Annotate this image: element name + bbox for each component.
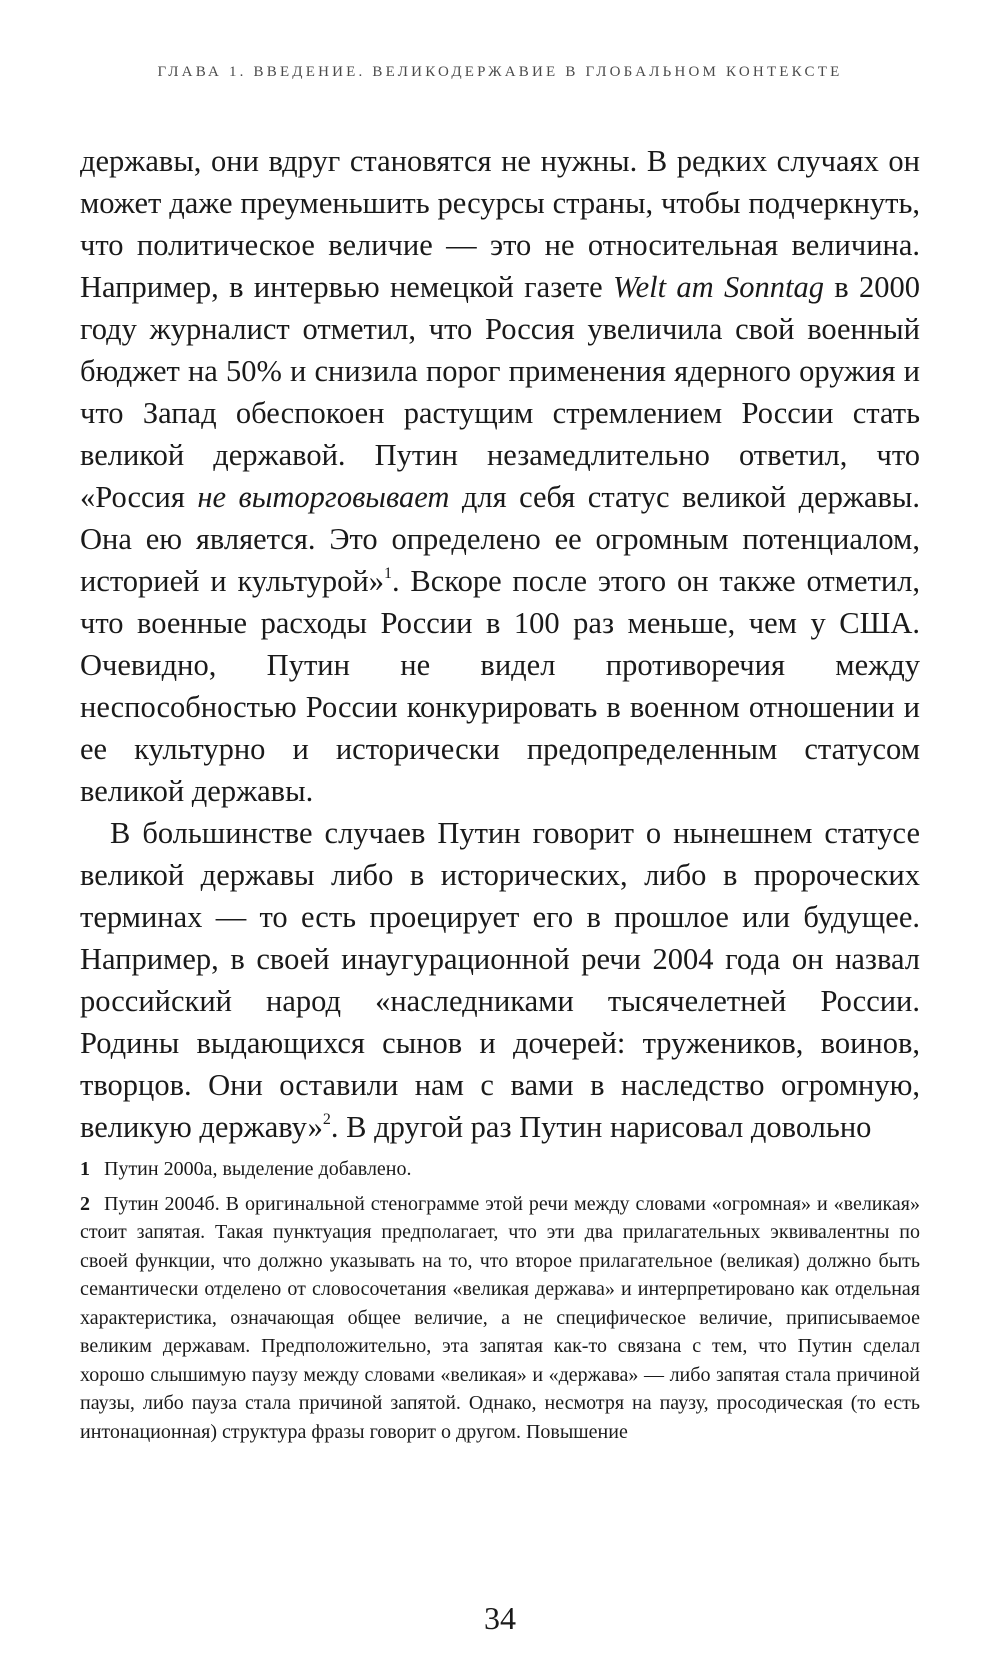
footnote-2-text: Путин 2004б. В оригинальной стенограмме этой речи между словами «огромная» и «великая» стоит запятая. Такая пунктуация предполагает, что эти два прилагательных эквивалентны по своей функции, что должно указывать на то, что второе прилагательное (великая) должно быть семантически отделено от словосочетания «великая держава» и интерпретировано как отдельная характеристика, означающая общее величие, а не специфическое величие, приписываемое великим державам. Предположительно, эта запятая как-то связана с тем, что Путин сделал хорошо слышимую паузу между словами «великая» и «держава» — либо запятая стала причиной паузы, либо пауза стала причиной запятой. Однако, несмотря на паузу, просодическая (то есть интонационная) структура фразы говорит о другом. Повышение bbox=[80, 1192, 920, 1443]
newspaper-title: Welt am Sonntag bbox=[612, 270, 824, 304]
paragraph-1-part-d: . Вскоре после этого он также отметил, что военные расходы России в 100 раз меньше, чем у США. Очевидно, Путин не видел противоречия между неспособностью России конкурировать в военном отношении и ее культурно и исторически предопределенным статусом великой державы. bbox=[80, 564, 920, 808]
footnote-1-number: 1 bbox=[80, 1158, 90, 1180]
paragraph-2-part-a: В большинстве случаев Путин говорит о нынешнем статусе великой державы либо в исторических, либо в пророческих терминах — то есть проецирует его в прошлое или будущее. Например, в своей инаугурационной речи 2004 года он назвал российский народ «наследниками тысячелетней России. Родины выдающихся сынов и дочерей: тружеников, воинов, творцов. Они оставили нам с вами в наследство огромную, великую державу» bbox=[80, 816, 920, 1144]
footnotes bbox=[80, 1155, 920, 1452]
footnote-2 bbox=[80, 1190, 920, 1447]
footnote-1 bbox=[80, 1155, 920, 1184]
paragraph-2-part-b: . В другой раз Путин нарисовал довольно bbox=[330, 1110, 872, 1144]
running-head: ГЛАВА 1. ВВЕДЕНИЕ. ВЕЛИКОДЕРЖАВИЕ В ГЛОБАЛЬНОМ КОНТЕКСТЕ bbox=[157, 64, 843, 80]
footnote-1-text: Путин 2000а, выделение добавлено. bbox=[104, 1158, 412, 1180]
footnote-ref-2[interactable]: 2 bbox=[322, 1110, 331, 1128]
footnote-2-number: 2 bbox=[80, 1192, 90, 1215]
paragraph-1-part-a: державы, они вдруг становятся не нужны. В редких случаях он может даже преуменьшить ресурсы страны, чтобы подчеркнуть, что политическое величие — это не относительная величина. Например, в интервью немецкой газете bbox=[80, 144, 920, 304]
paragraph-2 bbox=[80, 812, 920, 1148]
paragraph-1 bbox=[80, 140, 920, 812]
page-number: 34 bbox=[484, 1600, 516, 1636]
footnote-ref-1[interactable]: 1 bbox=[383, 564, 392, 582]
paragraph-1-part-b: в 2000 году журналист отметил, что Россия увеличила свой военный бюджет на 50% и снизила порог применения ядерного оружия и что Запад обеспокоен растущим стремлением России стать великой державой. Путин незамедлительно ответил, что «Россия bbox=[80, 270, 921, 514]
paragraph-1-part-c: для себя статус великой державы. Она ею является. Это определено ее огромным потенциалом, историей и культурой» bbox=[80, 480, 921, 598]
body-text bbox=[80, 140, 920, 1148]
emphasis: не выторговывает bbox=[197, 480, 450, 514]
